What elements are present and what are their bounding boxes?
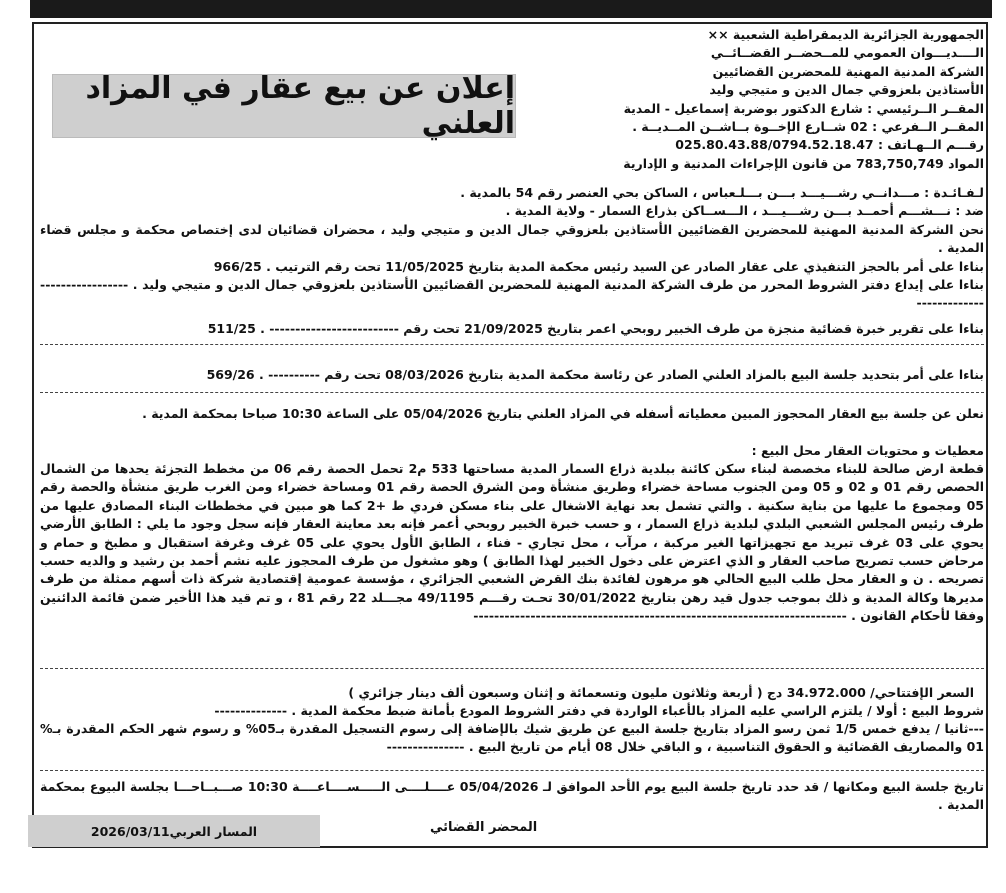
header-line: المقــر الــفرعي : 02 شــارع الإخــوة بــاشــن المــديــة . [632,119,984,135]
newspaper-name: المسار العربي [169,823,258,839]
beneficiary: لـفـائـدة : مـــدانــي رشـــيـــد بـــن بـــلـعباس ، الساكن بحي العنصر رقم 54 بالمدية . [460,185,984,200]
publication-date: 2026/03/11 [90,823,170,839]
property-description: قطعة ارض صالحة للبناء مخصصة لبناء سكن كائنة ببلدية ذراع السمار المدية مساحتها 533 م2 تحمل الحصة رقم 06 من مخطط التجزئة يحدها من الشمال الحصص رقم 01 و 02 و 05 ومن الجنوب مساحة خضراء وطريق منشأة ومن الشرق الحصة رقم 01 ومساحة خضراء ومن الغرب طريق منشأة والحصة رقم 05 ومجموع ما عليها من بناية سكنية . والتي تشمل بعد نهاية الاشغال على بناء مسكن فردي ط +2 كما هو مبين في مخططات البناء المصادق عليها من طرف رئيس المجلس الشعبي البلدي لبلدية ذراع السمار ، و حسب خبرة الخبير روبحي أعمر فإنه بعد معاينة العقار فإنه سجل وجود ما يلي : الطابق الأرضي يحوي على 03 غرف تبريد مع تجهيزاتها الغير مركبة ، مرآب ، محل تجاري - فناء ، الطابق الأول يحوي على 05 غرف وغرفة استقبال و مطبخ و حمام و مرحاض حسب تصريح صاحب العقار و الذي اعترض على دخول الخبير لهذا الطابق ) وهو مشغول من طرف المحجوز عليه نشم أحمد بن رشيد و والديه حسب تصريحه . ن و العقار محل طلب البيع الحالي هو مرهون لفائدة بنك القرض الشعبي الجزائري ، مؤسسة عمومية إقتصادية شركة ذات أسهم ممثلة من طرف مديرها وكالة المدية و ذلك بموجب جدول قيد رهن بتاريخ 30/01/2022 تحـت رقـــم 49/1195 مجـــلد 22 رقم 81 ، و تم قيد هذا الأخير ضمن قائمة الدائنين وفقا لأحكام القانون . ------------------------------------------------------------------------ [40,461,985,624]
expert-report: بناءا على تقرير خبرة قضائية منجزة من طرف الخبير روبحي اعمر بتاريخ 21/09/2025 تحت رقم ------------------------- . 511/25 [207,321,984,336]
header-line: رقـــم الــهـاتف : 025.80.43.88/0794.52.18.47 [675,137,984,153]
header-line: الأستاذين بلعزوقي جمال الدين و متيجي وليد [709,82,984,98]
header-line: الجمهورية الجزائرية الديمقراطية الشعبية ×× [707,27,984,42]
parties [40,184,984,221]
announcement: نعلن عن جلسة بيع العقار المحجوز المبين معطياته أسفله في المزاد العلني بتاريخ 05/04/2026 على الساعة 10:30 صباحا بمحكمة المدية . [142,406,984,421]
top-black-bar [30,0,992,18]
conditions-deposit: بناءا على إيداع دفتر الشروط المحرر من طرف الشركة المدنية المهنية للمحضرين القضائيين الأستاذين بلعزوقي جمال الدين و متيجي وليد . ------------------------------ [40,277,984,311]
separator [40,344,984,345]
header-line: المواد 783,750,749 من قانون الإجراءات المدنية و الإدارية [623,155,984,171]
intro-paragraph: نحن الشركة المدنية المهنية للمحضرين القضائيين الأستاذين بلعزوقي جمال الدين و متيجي وليد ، محضران قضائيان لدى إختصاص محكمة و مجلس قضاء المدية . [40,222,984,256]
terms-first: شروط البيع : أولا / يلتزم الراسي عليه المزاد بالأعباء الواردة في دفتر الشروط المودع بأمانة ضبط محكمة المدية . -------------- [214,703,984,718]
terms-second: ---ثانيا / يدفع خمس 1/5 ثمن رسو المزاد بتاريخ جلسة البيع عن طريق شيك بالإضافة إلى رسوم التسجيل المقدرة بـ05% و رسوم شهر الحكم المقدرة بـ% 01 والمصاريف القضائية و الحقوق التناسبية ، و الباقي خلال 08 أيام من تاريخ البيع . --------------- [40,721,984,755]
separator [40,392,984,393]
separator [40,668,984,669]
header-line: الــــديـــوان العمومي للمــحضــر القضــائــي [710,45,984,61]
separator [40,770,984,771]
property-heading: معطيات و محتويات العقار محل البيع : [751,443,984,458]
title-box [52,71,516,141]
notice-header [564,26,984,173]
header-line: المقــر الــرئيسي : شارع الدكتور بوضربة إسماعيل - المدية [623,100,984,116]
signature: المحضر القضائي [430,820,538,835]
seizure-order: بناءا على أمر بالحجز التنفيذي على عقار الصادر عن السيد رئيس محكمة المدية بتاريخ 11/05/2025 تحت رقم الترتيب . 966/25 [213,259,984,274]
against: ضد : نـــشـــم أحمــد بـــن رشـــيـــد ، الـــســاكن بذراع السمار - ولاية المدية . [505,203,984,219]
header-line: الشركة المدنية المهنية للمحضرين القضائيين [712,63,984,79]
opening-price: السعر الإفتتاحي/ 34.972.000 دج ( أربعة وثلاثون مليون وتسعمائة و إثنان وسبعون ألف دينار جزائري ) [348,685,974,700]
notice-title: إعلان عن بيع عقار في المزاد العلني [85,71,515,141]
session-order: بناءا على أمر بتحديد جلسة البيع بالمزاد العلني الصادر عن رئاسة محكمة المدية بتاريخ 08/03/2026 تحت رقم ---------- . 569/26 [206,367,984,382]
publication-footer [28,815,320,847]
session-date: تاريخ جلسة البيع ومكانها / قد حدد تاريخ جلسة البيع يوم الأحد الموافق لـ 05/04/2026 عــــلــــى الـــــســــاعــــة 10:30 صـــبــاحـــا بجلسة البيوع بمحكمة المدية . [40,779,984,813]
